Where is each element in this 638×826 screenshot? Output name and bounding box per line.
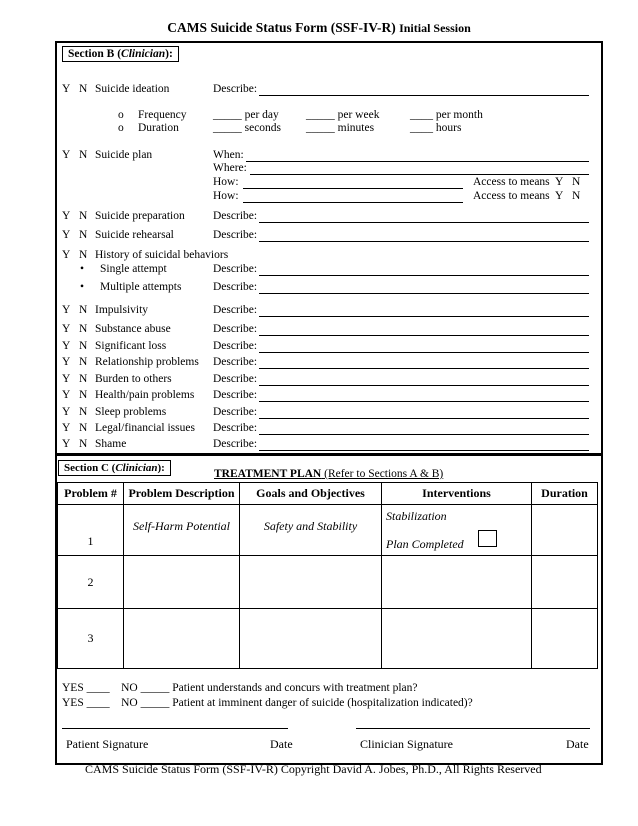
plan-where-label: Where: <box>213 162 247 174</box>
plan-where-line[interactable] <box>250 174 589 175</box>
shame-item-no[interactable]: N <box>79 438 88 450</box>
burden-item-no[interactable]: N <box>79 373 88 385</box>
loss-item-label: Significant loss <box>95 340 167 352</box>
relationship-item-describe-line[interactable] <box>259 368 589 369</box>
duration-label: Duration <box>138 122 179 134</box>
multiple-attempts-bullet: • <box>80 281 85 293</box>
row2-interventions[interactable] <box>382 556 532 609</box>
header-problem-num: Problem # <box>58 483 124 505</box>
substance-item-no[interactable]: N <box>79 323 88 335</box>
loss-item-yes[interactable]: Y <box>62 340 71 352</box>
plan-when-line[interactable] <box>246 161 589 162</box>
concur-question <box>62 682 418 694</box>
loss-item-describe-label: Describe: <box>213 340 258 352</box>
legal-item-yes[interactable]: Y <box>62 422 71 434</box>
shame-item-describe-label: Describe: <box>213 438 258 450</box>
access-no-2[interactable]: N <box>572 190 581 202</box>
sleep-item-label: Sleep problems <box>95 406 167 418</box>
impulsivity-label: Impulsivity <box>95 304 149 316</box>
clinician-date-label: Date <box>566 737 589 751</box>
concur-no-field[interactable]: NO _____ <box>121 682 170 694</box>
plan-how-line-2[interactable] <box>243 202 463 203</box>
duration-seconds[interactable]: _____ seconds <box>213 122 282 134</box>
concur-text: Patient understands and concurs with treatment plan? <box>172 682 418 694</box>
plan-when-label: When: <box>213 149 244 161</box>
impulsivity-describe-label: Describe: <box>213 304 258 316</box>
single-attempt-describe-label: Describe: <box>213 263 258 275</box>
history-suicidal-behaviors-no[interactable]: N <box>79 249 88 261</box>
substance-item-yes[interactable]: Y <box>62 323 71 335</box>
suicide-plan-label: Suicide plan <box>95 149 153 161</box>
row1-desc[interactable]: Self-Harm Potential <box>124 505 240 556</box>
danger-text: Patient at imminent danger of suicide (hospitalization indicated)? <box>172 697 473 709</box>
frequency-per-month[interactable]: ____ per month <box>410 109 483 121</box>
substance-item-describe-label: Describe: <box>213 323 258 335</box>
header-problem-desc: Problem Description <box>124 483 240 505</box>
danger-question <box>62 697 473 709</box>
relationship-item-no[interactable]: N <box>79 356 88 368</box>
table-row <box>58 556 598 609</box>
legal-item-label: Legal/financial issues <box>95 422 195 434</box>
plan-how-label-2: How: <box>213 190 239 202</box>
multiple-attempts-describe-line[interactable] <box>259 293 589 294</box>
health-item-describe-line[interactable] <box>259 401 589 402</box>
health-item-describe-label: Describe: <box>213 389 258 401</box>
sleep-item-describe-label: Describe: <box>213 406 258 418</box>
substance-item-label: Substance abuse <box>95 323 171 335</box>
substance-item-describe-line[interactable] <box>259 335 589 336</box>
treatment-plan-table <box>57 482 598 669</box>
patient-signature-line[interactable] <box>62 728 288 729</box>
relationship-item-yes[interactable]: Y <box>62 356 71 368</box>
frequency-per-day[interactable]: _____ per day <box>213 109 279 121</box>
shame-item-yes[interactable]: Y <box>62 438 71 450</box>
row3-duration[interactable] <box>532 609 598 669</box>
form-title-main: CAMS Suicide Status Form (SSF-IV-R) <box>167 20 396 35</box>
danger-no-field[interactable]: NO _____ <box>121 697 170 709</box>
multiple-attempts-label: Multiple attempts <box>100 281 182 293</box>
suicide-ideation-no[interactable]: N <box>79 83 88 95</box>
row1-duration[interactable] <box>532 505 598 556</box>
duration-bullet: o <box>118 122 124 134</box>
table-row <box>58 505 598 556</box>
suicide-rehearsal-no[interactable]: N <box>79 229 88 241</box>
form-title <box>0 20 638 36</box>
health-item-no[interactable]: N <box>79 389 88 401</box>
header-interventions: Interventions <box>382 483 532 505</box>
frequency-per-week[interactable]: _____ per week <box>306 109 380 121</box>
single-attempt-label: Single attempt <box>100 263 167 275</box>
access-yes-1[interactable]: Y <box>555 176 564 188</box>
plan-completed-checkbox[interactable] <box>478 530 497 547</box>
suicide-rehearsal-label: Suicide rehearsal <box>95 229 174 241</box>
header-duration: Duration <box>532 483 598 505</box>
shame-item-describe-line[interactable] <box>259 450 589 451</box>
frequency-bullet: o <box>118 109 124 121</box>
duration-hours[interactable]: ____ hours <box>410 122 462 134</box>
duration-minutes[interactable]: _____ minutes <box>306 122 375 134</box>
row1-interventions[interactable] <box>382 505 532 556</box>
row2-num: 2 <box>58 556 124 609</box>
relationship-item-describe-label: Describe: <box>213 356 258 368</box>
header-goals: Goals and Objectives <box>240 483 382 505</box>
plan-how-line-1[interactable] <box>243 188 463 189</box>
shame-item-label: Shame <box>95 438 127 450</box>
row3-desc[interactable] <box>124 609 240 669</box>
access-yes-2[interactable]: Y <box>555 190 564 202</box>
single-attempt-describe-line[interactable] <box>259 275 589 276</box>
legal-item-describe-line[interactable] <box>259 434 589 435</box>
suicide-preparation-yes[interactable]: Y <box>62 210 71 222</box>
row2-duration[interactable] <box>532 556 598 609</box>
legal-item-no[interactable]: N <box>79 422 88 434</box>
row1-goal[interactable]: Safety and Stability <box>240 505 382 556</box>
burden-item-describe-label: Describe: <box>213 373 258 385</box>
patient-signature-label: Patient Signature <box>66 737 149 751</box>
relationship-item-label: Relationship problems <box>95 356 199 368</box>
suicide-rehearsal-describe-line[interactable] <box>259 241 589 242</box>
row3-goal[interactable] <box>240 609 382 669</box>
loss-item-no[interactable]: N <box>79 340 88 352</box>
burden-item-label: Burden to others <box>95 373 172 385</box>
suicide-preparation-no[interactable]: N <box>79 210 88 222</box>
plan-how-label-1: How: <box>213 176 239 188</box>
section-b-label: Section B (Clinician): <box>62 46 179 62</box>
loss-item-describe-line[interactable] <box>259 352 589 353</box>
suicide-rehearsal-yes[interactable]: Y <box>62 229 71 241</box>
suicide-ideation-yes[interactable]: Y <box>62 83 71 95</box>
access-to-means-label-1: Access to means <box>473 176 550 188</box>
copyright-footer: CAMS Suicide Status Form (SSF-IV-R) Copyright David A. Jobes, Ph.D., All Rights Reserved <box>85 762 542 776</box>
impulsivity-describe-line[interactable] <box>259 316 589 317</box>
burden-item-yes[interactable]: Y <box>62 373 71 385</box>
suicide-plan-no[interactable]: N <box>79 149 88 161</box>
multiple-attempts-describe-label: Describe: <box>213 281 258 293</box>
sleep-item-yes[interactable]: Y <box>62 406 71 418</box>
intervention-stabilization: Stabilization <box>386 509 447 523</box>
suicide-ideation-describe-label: Describe: <box>213 83 258 95</box>
table-header-row <box>58 483 598 505</box>
suicide-plan-yes[interactable]: Y <box>62 149 71 161</box>
suicide-ideation-label: Suicide ideation <box>95 83 170 95</box>
suicide-preparation-label: Suicide preparation <box>95 210 185 222</box>
row2-desc[interactable] <box>124 556 240 609</box>
suicide-ideation-describe-line[interactable] <box>259 95 589 96</box>
single-attempt-bullet: • <box>80 263 85 275</box>
row3-interventions[interactable] <box>382 609 532 669</box>
suicide-preparation-describe-line[interactable] <box>259 222 589 223</box>
access-no-1[interactable]: N <box>572 176 581 188</box>
frequency-label: Frequency <box>138 109 187 121</box>
access-to-means-label-2: Access to means <box>473 190 550 202</box>
section-c-label: Section C (Clinician): <box>58 460 171 476</box>
danger-yes-field[interactable]: YES ____ <box>62 697 110 709</box>
form-title-sub: Initial Session <box>399 21 471 35</box>
impulsivity-no[interactable]: N <box>79 304 88 316</box>
row1-num: 1 <box>58 505 124 556</box>
clinician-signature-line[interactable] <box>356 728 590 729</box>
history-suicidal-behaviors-yes[interactable]: Y <box>62 249 71 261</box>
health-item-label: Health/pain problems <box>95 389 195 401</box>
sleep-item-describe-line[interactable] <box>259 418 589 419</box>
legal-item-describe-label: Describe: <box>213 422 258 434</box>
row3-num: 3 <box>58 609 124 669</box>
row2-goal[interactable] <box>240 556 382 609</box>
impulsivity-yes[interactable]: Y <box>62 304 71 316</box>
table-row <box>58 609 598 669</box>
patient-date-label: Date <box>270 737 293 751</box>
sleep-item-no[interactable]: N <box>79 406 88 418</box>
history-suicidal-behaviors-label: History of suicidal behaviors <box>95 249 229 261</box>
concur-yes-field[interactable]: YES ____ <box>62 682 110 694</box>
treatment-plan-heading: TREATMENT PLAN (Refer to Sections A & B) <box>214 468 444 480</box>
suicide-rehearsal-describe-label: Describe: <box>213 229 258 241</box>
suicide-preparation-describe-label: Describe: <box>213 210 258 222</box>
burden-item-describe-line[interactable] <box>259 385 589 386</box>
intervention-plan-completed: Plan Completed <box>386 537 464 551</box>
health-item-yes[interactable]: Y <box>62 389 71 401</box>
clinician-signature-label: Clinician Signature <box>360 737 453 751</box>
